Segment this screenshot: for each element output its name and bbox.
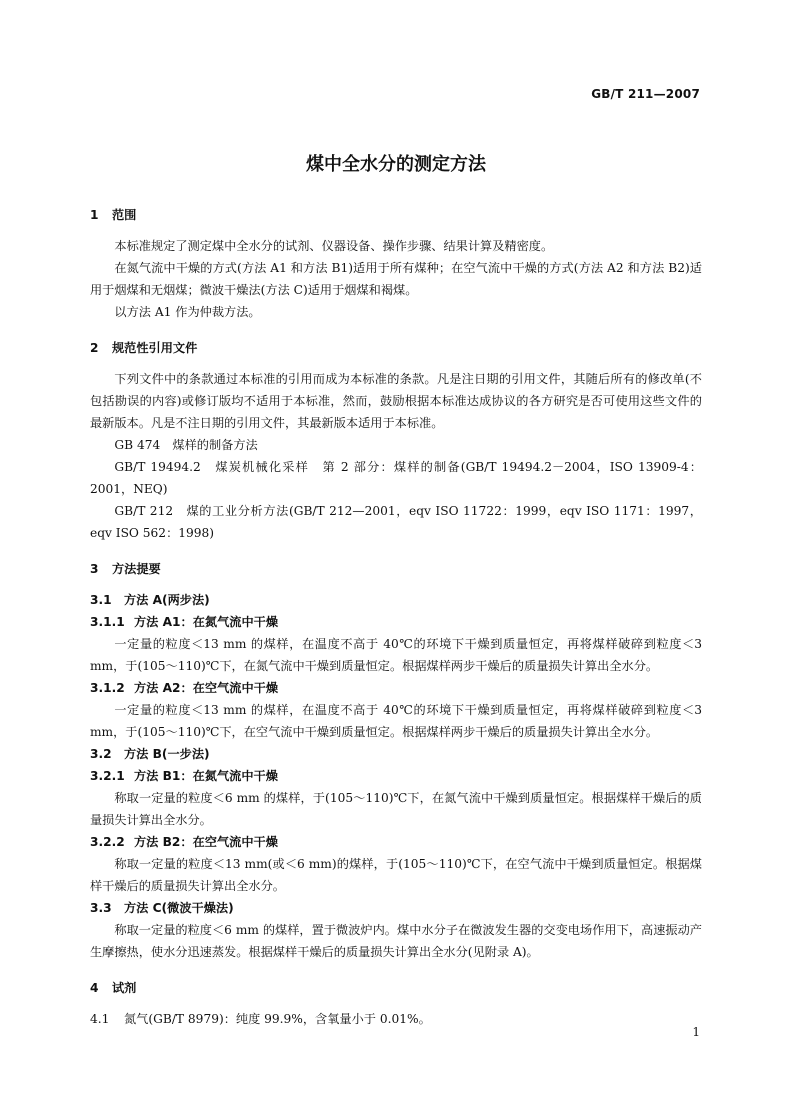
standard-code: GB/T 211—2007 xyxy=(591,87,700,101)
subsection-number: 3.2.1 xyxy=(90,769,125,783)
subsection-title: 方法 C(微波干燥法) xyxy=(124,901,234,915)
clause-number: 4.1 xyxy=(90,1012,110,1026)
subsection-title: 方法 A2：在空气流中干燥 xyxy=(134,681,279,695)
subsection-title: 方法 A(两步法) xyxy=(124,593,210,607)
page-number: 1 xyxy=(692,1025,700,1039)
clause-text: 氮气(GB/T 8979)：纯度 99.9%，含氧量小于 0.01%。 xyxy=(124,1012,431,1026)
subsection-number: 3.1.1 xyxy=(90,615,125,629)
clause-4-1 xyxy=(90,1008,702,1030)
reference-item: GB/T 19494.2 煤炭机械化采样 第 2 部分：煤样的制备(GB/T 19494.2－2004，ISO 13909-4：2001，NEQ) xyxy=(90,460,702,496)
subsection-heading xyxy=(90,831,702,853)
section-1-heading xyxy=(90,204,702,226)
paragraph: 称取一定量的粒度＜13 mm(或＜6 mm)的煤样，于(105～110)℃下，在空气流中干燥到质量恒定。根据煤样干燥后的质量损失计算出全水分。 xyxy=(90,857,702,893)
page-title: 煤中全水分的测定方法 xyxy=(306,154,486,175)
subsection-heading xyxy=(90,589,702,611)
section-2-heading xyxy=(90,337,702,359)
section-4-heading xyxy=(90,977,702,999)
section-title: 试剂 xyxy=(112,981,137,995)
subsection-number: 3.2 xyxy=(90,747,112,761)
subsection-number: 3.1 xyxy=(90,593,112,607)
document-body xyxy=(90,204,702,1030)
paragraph: 以方法 A1 作为仲裁方法。 xyxy=(114,305,261,319)
subsection-title: 方法 B1：在氮气流中干燥 xyxy=(134,769,278,783)
subsection-title: 方法 B2：在空气流中干燥 xyxy=(134,835,278,849)
paragraph: 在氮气流中干燥的方式(方法 A1 和方法 B1)适用于所有煤种；在空气流中干燥的方式(方法 A2 和方法 B2)适用于烟煤和无烟煤；微波干燥法(方法 C)适用于烟煤和褐煤。 xyxy=(90,261,702,297)
section-number: 2 xyxy=(90,341,99,355)
reference-item: GB 474 煤样的制备方法 xyxy=(114,438,258,452)
subsection-number: 3.1.2 xyxy=(90,681,125,695)
section-number: 3 xyxy=(90,562,99,576)
paragraph: 本标准规定了测定煤中全水分的试剂、仪器设备、操作步骤、结果计算及精密度。 xyxy=(114,239,554,253)
subsection-heading xyxy=(90,677,702,699)
subsection-number: 3.3 xyxy=(90,901,112,915)
section-3-heading xyxy=(90,558,702,580)
paragraph: 下列文件中的条款通过本标准的引用而成为本标准的条款。凡是注日期的引用文件，其随后所有的修改单(不包括勘误的内容)或修订版均不适用于本标准，然而，鼓励根据本标准达成协议的各方研究是否可使用这些文件的最新版本。凡是不注日期的引用文件，其最新版本适用于本标准。 xyxy=(90,372,702,430)
subsection-heading xyxy=(90,611,702,633)
subsection-heading xyxy=(90,765,702,787)
subsection-heading xyxy=(90,743,702,765)
section-number: 4 xyxy=(90,981,99,995)
section-title: 方法提要 xyxy=(112,562,161,576)
section-title: 规范性引用文件 xyxy=(112,341,198,355)
paragraph: 一定量的粒度＜13 mm 的煤样，在温度不高于 40℃的环境下干燥到质量恒定，再将煤样破碎到粒度＜3 mm，于(105～110)℃下，在空气流中干燥到质量恒定。根据煤样两步干燥后的质量损失计算出全水分。 xyxy=(90,703,702,739)
paragraph: 称取一定量的粒度＜6 mm 的煤样，置于微波炉内。煤中水分子在微波发生器的交变电场作用下，高速振动产生摩擦热，使水分迅速蒸发。根据煤样干燥后的质量损失计算出全水分(见附录 A)。 xyxy=(90,923,702,959)
subsection-number: 3.2.2 xyxy=(90,835,125,849)
subsection-title: 方法 B(一步法) xyxy=(124,747,210,761)
subsection-title: 方法 A1：在氮气流中干燥 xyxy=(134,615,279,629)
section-title: 范围 xyxy=(112,208,137,222)
reference-item: GB/T 212 煤的工业分析方法(GB/T 212—2001，eqv ISO 11722：1999，eqv ISO 1171：1997，eqv ISO 562：1998) xyxy=(90,504,702,540)
subsection-heading xyxy=(90,897,702,919)
paragraph: 一定量的粒度＜13 mm 的煤样，在温度不高于 40℃的环境下干燥到质量恒定，再将煤样破碎到粒度＜3 mm，于(105～110)℃下，在氮气流中干燥到质量恒定。根据煤样两步干燥后的质量损失计算出全水分。 xyxy=(90,637,702,673)
paragraph: 称取一定量的粒度＜6 mm 的煤样，于(105～110)℃下，在氮气流中干燥到质量恒定。根据煤样干燥后的质量损失计算出全水分。 xyxy=(90,791,702,827)
section-number: 1 xyxy=(90,208,99,222)
